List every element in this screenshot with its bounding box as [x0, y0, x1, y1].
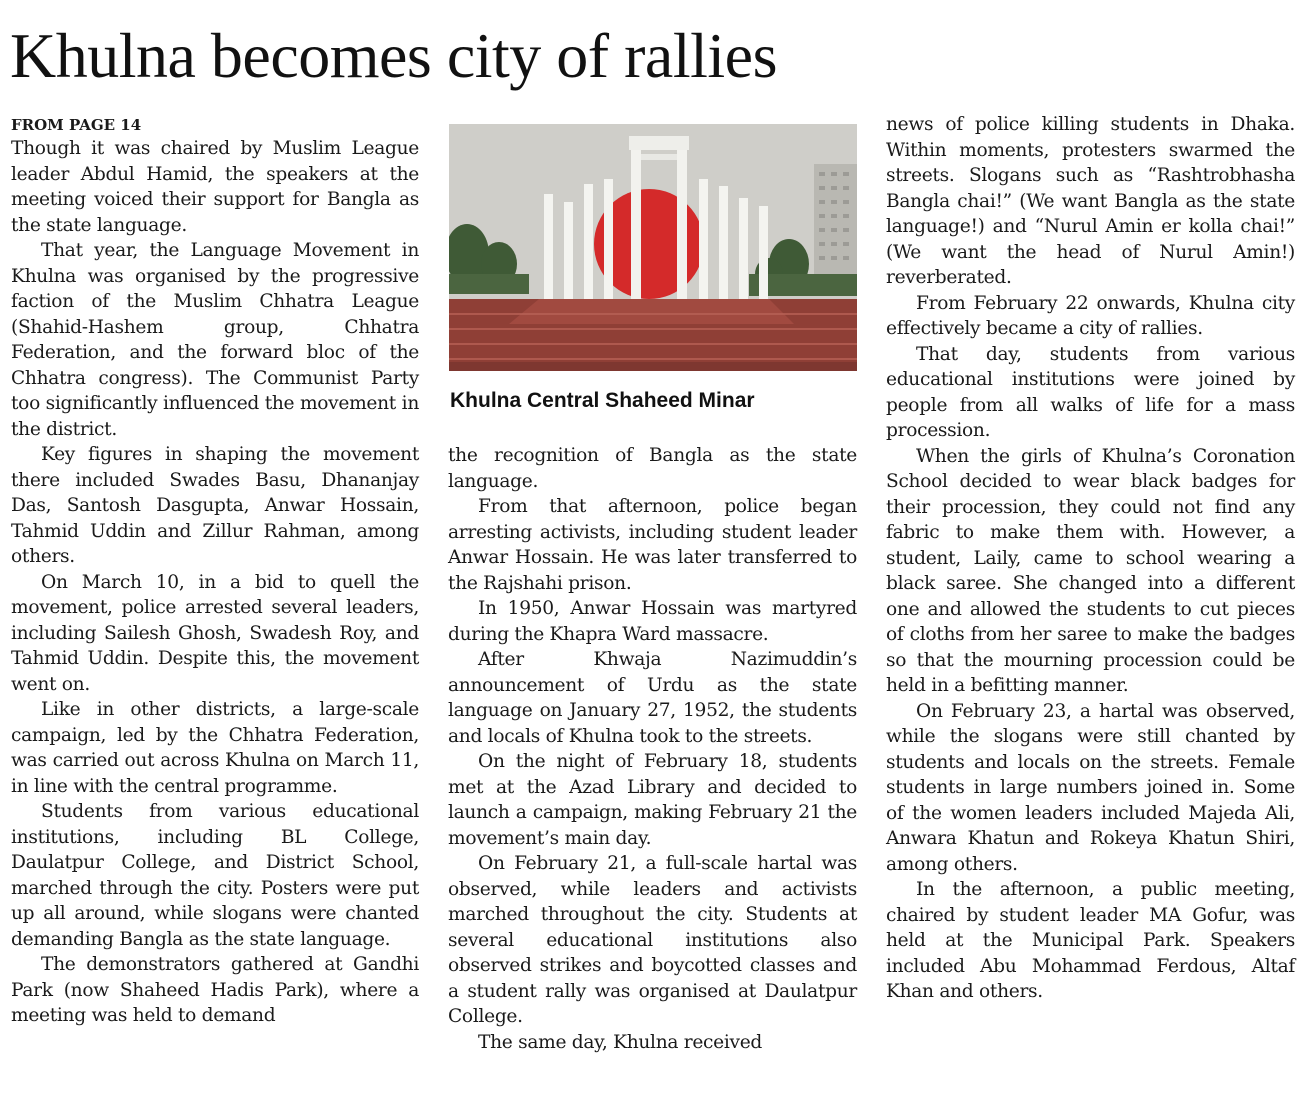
- paragraph: After Khwaja Nazimuddin’s announcement of Urdu as the state language on January 27, 1952, the students and locals of Khulna took to the streets.: [448, 649, 857, 747]
- paragraph: The same day, Khulna received: [478, 1031, 763, 1053]
- paragraph: That day, students from various educational institutions were joined by people from all walks of life for a mass procession.: [886, 343, 1295, 441]
- paragraph: From February 22 onwards, Khulna city effectively became a city of rallies.: [886, 292, 1295, 339]
- article-column-1: [11, 116, 419, 1029]
- paragraph: Though it was chaired by Muslim League leader Abdul Hamid, the speakers at the meeting voiced their support for Bangla as the state language.: [11, 138, 419, 236]
- photo-illustration: [449, 124, 857, 371]
- paragraph: From that afternoon, police began arresting activists, including student leader Anwar Hossain. He was later transferred to the Rajshahi prison.: [448, 496, 857, 594]
- paragraph: On March 10, in a bid to quell the movement, police arrested several leaders, including Sailesh Ghosh, Swadesh Roy, and Tahmid Uddin. Despite this, the movement went on.: [11, 571, 419, 695]
- paragraph: When the girls of Khulna’s Coronation School decided to wear black badges for their procession, they could not find any fabric to make them with. However, a student, Laily, came to school wearing a black saree. She changed into a different one and allowed the students to cut pieces of cloths from her saree to make the badges so that the mourning procession could be held in a befitting manner.: [886, 445, 1295, 696]
- paragraph: news of police killing students in Dhaka. Within moments, protesters swarmed the streets. Slogans such as “Rashtrobhasha Bangla chai!” (We want Bangla as the state language!) and “Nurul Amin er kolla chai!” (We want the head of Nurul Amin!) reverberated.: [886, 114, 1295, 288]
- paragraph: On the night of February 18, students met at the Azad Library and decided to launch a campaign, making February 21 the movement’s main day.: [448, 751, 857, 849]
- paragraph: In the afternoon, a public meeting, chaired by student leader MA Gofur, was held at the Municipal Park. Speakers included Abu Mohammad Ferdous, Altaf Khan and others.: [886, 879, 1295, 1002]
- paragraph: Key figures in shaping the movement there included Swades Basu, Dhananjay Das, Santosh Dasgupta, Anwar Hossain, Tahmid Uddin and Zillur Rahman, among others.: [11, 444, 419, 567]
- photo-caption: Khulna Central Shaheed Minar: [450, 389, 755, 412]
- article-column-2: [448, 443, 857, 1055]
- paragraph: On February 21, a full-scale hartal was observed, while leaders and activists marched throughout the city. Students at several educational institutions also observed strikes and boycotted classes and a student rally was organised at Daulatpur College.: [448, 853, 857, 1027]
- continued-from-label: FROM PAGE 14: [11, 116, 142, 134]
- article-column-3: [886, 112, 1295, 1005]
- paragraph: The demonstrators gathered at Gandhi Park (now Shaheed Hadis Park), where a meeting was held to demand: [11, 954, 419, 1026]
- paragraph: Like in other districts, a large-scale campaign, led by the Chhatra Federation, was carried out across Khulna on March 11, in line with the central programme.: [11, 699, 419, 797]
- paragraph: the recognition of Bangla as the state language.: [448, 445, 857, 492]
- paragraph: On February 23, a hartal was observed, while the slogans were still chanted by students and locals on the streets. Female students in large numbers joined in. Some of the women leaders included Majeda Ali, Anwara Khatun and Rokeya Khatun Shiri, among others.: [886, 700, 1295, 875]
- shaheed-minar-photo: [449, 124, 857, 371]
- paragraph: Students from various educational institutions, including BL College, Daulatpur College, and District School, marched through the city. Posters were put up all around, while slogans were chanted demanding Bangla as the state language.: [11, 801, 419, 950]
- paragraph: That year, the Language Movement in Khulna was organised by the progressive faction of the Muslim Chhatra League (Shahid-Hashem group, Chhatra Federation, and the forward bloc of the Chhatra congress). The Communist Party too significantly influenced the movement in the district.: [11, 240, 419, 440]
- headline: Khulna becomes city of rallies: [10, 20, 777, 91]
- paragraph: In 1950, Anwar Hossain was martyred during the Khapra Ward massacre.: [448, 598, 857, 645]
